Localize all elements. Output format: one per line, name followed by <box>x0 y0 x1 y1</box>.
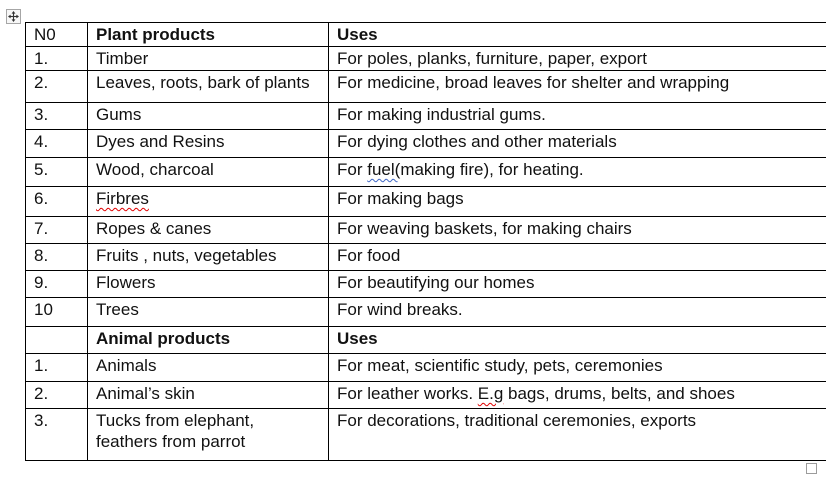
cell-uses[interactable]: Uses <box>329 327 826 354</box>
cell-product[interactable]: Trees <box>88 298 329 327</box>
table-row <box>26 382 826 409</box>
cell-product[interactable]: Timber <box>88 47 329 71</box>
spellcheck-squiggle-text: E.g <box>477 384 504 403</box>
cell-uses[interactable]: For dying clothes and other materials <box>329 130 826 158</box>
cell-uses[interactable]: For poles, planks, furniture, paper, export <box>329 47 826 71</box>
cell-uses[interactable]: For weaving baskets, for making chairs <box>329 217 826 244</box>
table-row <box>26 187 826 217</box>
cell-uses[interactable] <box>329 382 826 409</box>
cell-uses[interactable]: For wind breaks. <box>329 298 826 327</box>
table-resize-handle[interactable] <box>806 463 817 474</box>
cell-uses[interactable]: Uses <box>329 23 826 47</box>
cell-uses[interactable]: For making bags <box>329 187 826 217</box>
cell-no[interactable]: 3. <box>26 409 88 461</box>
cell-uses[interactable]: For making industrial gums. <box>329 103 826 130</box>
table-row <box>26 217 826 244</box>
cell-no[interactable]: 6. <box>26 187 88 217</box>
cell-uses[interactable]: For medicine, broad leaves for shelter and wrapping <box>329 71 826 103</box>
table-row <box>26 23 826 47</box>
table-row <box>26 409 826 461</box>
product-line-1: Tucks from elephant, <box>96 411 255 430</box>
cell-no[interactable]: 10 <box>26 298 88 327</box>
cell-product[interactable]: Leaves, roots, bark of plants <box>88 71 329 103</box>
cell-uses[interactable] <box>329 158 826 187</box>
cell-product[interactable]: Gums <box>88 103 329 130</box>
table-row <box>26 354 826 382</box>
table-row <box>26 47 826 71</box>
cell-no[interactable] <box>26 327 88 354</box>
uses-text: bags, drums, belts, and shoes <box>503 384 735 403</box>
cell-no[interactable]: 5. <box>26 158 88 187</box>
table-row <box>26 271 826 298</box>
cell-product[interactable]: Ropes & canes <box>88 217 329 244</box>
cell-no[interactable]: 1. <box>26 47 88 71</box>
cell-product[interactable]: Flowers <box>88 271 329 298</box>
uses-text: For leather works. <box>337 384 478 403</box>
cell-no[interactable]: 3. <box>26 103 88 130</box>
cell-uses[interactable]: For decorations, traditional ceremonies, exports <box>329 409 826 461</box>
cell-no[interactable]: N0 <box>26 23 88 47</box>
table-row <box>26 103 826 130</box>
table-row <box>26 130 826 158</box>
cell-product[interactable]: Animals <box>88 354 329 382</box>
cell-no[interactable]: 1. <box>26 354 88 382</box>
cell-uses[interactable]: For beautifying our homes <box>329 271 826 298</box>
products-uses-table <box>25 22 826 461</box>
table-move-handle[interactable] <box>6 9 21 24</box>
cell-product[interactable]: Dyes and Resins <box>88 130 329 158</box>
cell-product[interactable]: Fruits , nuts, vegetables <box>88 244 329 271</box>
uses-text: making fire), for heating. <box>400 160 584 179</box>
cell-product[interactable]: Plant products <box>88 23 329 47</box>
cell-no[interactable]: 8. <box>26 244 88 271</box>
cell-product[interactable] <box>88 409 329 461</box>
product-line-2: feathers from parrot <box>96 432 246 451</box>
cell-product[interactable]: Animal products <box>88 327 329 354</box>
cell-uses[interactable]: For meat, scientific study, pets, ceremonies <box>329 354 826 382</box>
cell-no[interactable]: 9. <box>26 271 88 298</box>
cell-product[interactable]: Wood, charcoal <box>88 158 329 187</box>
table-row <box>26 327 826 354</box>
cell-product[interactable]: Animal’s skin <box>88 382 329 409</box>
table-row <box>26 244 826 271</box>
cell-no[interactable]: 2. <box>26 71 88 103</box>
spellcheck-squiggle-text: Firbres <box>96 189 149 208</box>
grammar-squiggle-text: fuel( <box>367 160 401 179</box>
table-row <box>26 298 826 327</box>
cell-uses[interactable]: For food <box>329 244 826 271</box>
table-row <box>26 158 826 187</box>
cell-product[interactable] <box>88 187 329 217</box>
four-way-move-arrow-icon <box>8 11 19 22</box>
uses-text: For <box>337 160 368 179</box>
table-row <box>26 71 826 103</box>
cell-no[interactable]: 2. <box>26 382 88 409</box>
cell-no[interactable]: 7. <box>26 217 88 244</box>
cell-no[interactable]: 4. <box>26 130 88 158</box>
